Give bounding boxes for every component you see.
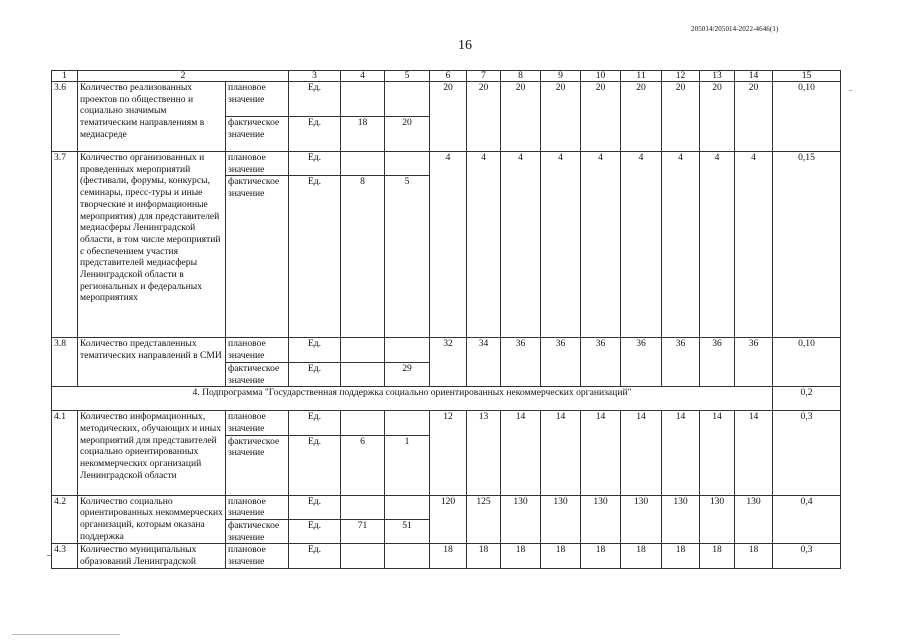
value-cell: 12 bbox=[430, 411, 467, 495]
value-cell: 36 bbox=[735, 338, 773, 387]
table-row bbox=[52, 82, 841, 117]
weight-cell: 0,10 bbox=[773, 338, 841, 387]
value-cell: 20 bbox=[430, 82, 467, 152]
col-header: 2 bbox=[78, 71, 289, 82]
table-cell bbox=[385, 495, 430, 519]
col-header: 12 bbox=[662, 71, 700, 82]
weight-cell: 0,15 bbox=[773, 152, 841, 338]
col-header: 1 bbox=[52, 71, 78, 82]
table-cell: 29 bbox=[385, 362, 430, 386]
value-cell: 18 bbox=[467, 544, 501, 568]
table-row bbox=[52, 411, 841, 435]
value-cell: 18 bbox=[430, 544, 467, 568]
table-cell: 5 bbox=[385, 176, 430, 338]
value-cell: 4 bbox=[581, 152, 621, 338]
value-type-label: фактическое значение bbox=[226, 362, 289, 386]
table-cell bbox=[341, 411, 385, 435]
table-cell: 71 bbox=[341, 520, 385, 544]
value-cell: 20 bbox=[621, 82, 662, 152]
value-type-label: плановое значение bbox=[226, 82, 289, 117]
value-cell: 14 bbox=[621, 411, 662, 495]
value-cell: 14 bbox=[541, 411, 581, 495]
value-cell: 130 bbox=[662, 495, 700, 544]
value-type-label: фактическое значение bbox=[226, 176, 289, 338]
table-cell: 51 bbox=[385, 520, 430, 544]
unit-cell: Ед. bbox=[289, 435, 341, 495]
indicator-name: Количество реализованных проектов по общественно и социально значимым тематическим направлениям в медиасреде bbox=[78, 82, 226, 152]
value-cell: 18 bbox=[541, 544, 581, 568]
value-cell: 18 bbox=[581, 544, 621, 568]
weight-cell: 0,2 bbox=[773, 387, 841, 411]
table-row bbox=[52, 152, 841, 176]
table-cell bbox=[341, 82, 385, 117]
unit-cell: Ед. bbox=[289, 362, 341, 386]
value-type-label: плановое значение bbox=[226, 338, 289, 362]
col-header: 14 bbox=[735, 71, 773, 82]
subprogram-title: 4. Подпрограмма "Государственная поддержка социально ориентированных некоммерческих организаций" bbox=[52, 387, 773, 411]
value-cell: 130 bbox=[581, 495, 621, 544]
value-cell: 14 bbox=[581, 411, 621, 495]
value-cell: 18 bbox=[501, 544, 541, 568]
unit-cell: Ед. bbox=[289, 520, 341, 544]
value-cell: 13 bbox=[467, 411, 501, 495]
margin-mark bbox=[849, 90, 852, 91]
value-cell: 18 bbox=[662, 544, 700, 568]
table-cell: 6 bbox=[341, 435, 385, 495]
col-header: 10 bbox=[581, 71, 621, 82]
unit-cell: Ед. bbox=[289, 117, 341, 152]
indicators-table bbox=[51, 70, 841, 569]
value-cell: 36 bbox=[662, 338, 700, 387]
value-cell: 32 bbox=[430, 338, 467, 387]
value-cell: 4 bbox=[662, 152, 700, 338]
page-number: 16 bbox=[458, 38, 472, 53]
value-type-label: плановое значение bbox=[226, 411, 289, 435]
value-cell: 14 bbox=[662, 411, 700, 495]
weight-cell: 0,4 bbox=[773, 495, 841, 544]
value-cell: 4 bbox=[501, 152, 541, 338]
table-cell bbox=[385, 411, 430, 435]
table-cell bbox=[385, 544, 430, 568]
unit-cell: Ед. bbox=[289, 411, 341, 435]
value-cell: 130 bbox=[735, 495, 773, 544]
value-cell: 20 bbox=[700, 82, 735, 152]
value-cell: 20 bbox=[735, 82, 773, 152]
indicator-name: Количество муниципальных образований Ленинградской bbox=[78, 544, 226, 568]
unit-cell: Ед. bbox=[289, 544, 341, 568]
col-header: 4 bbox=[341, 71, 385, 82]
value-cell: 14 bbox=[501, 411, 541, 495]
value-cell: 120 bbox=[430, 495, 467, 544]
margin-mark bbox=[47, 555, 51, 556]
value-cell: 36 bbox=[541, 338, 581, 387]
col-header: 6 bbox=[430, 71, 467, 82]
value-cell: 130 bbox=[501, 495, 541, 544]
value-type-label: фактическое значение bbox=[226, 520, 289, 544]
indicator-name: Количество информационных, методических, обучающих и иных мероприятий для представителей социально ориентированных некоммерческих организаций Ленинградской области bbox=[78, 411, 226, 495]
value-cell: 20 bbox=[467, 82, 501, 152]
value-cell: 14 bbox=[735, 411, 773, 495]
value-cell: 20 bbox=[581, 82, 621, 152]
col-header: 15 bbox=[773, 71, 841, 82]
value-cell: 4 bbox=[430, 152, 467, 338]
value-cell: 36 bbox=[581, 338, 621, 387]
indicator-name: Количество социально ориентированных некоммерческих организаций, которым оказана поддержка bbox=[78, 495, 226, 544]
value-type-label: плановое значение bbox=[226, 495, 289, 519]
value-cell: 130 bbox=[700, 495, 735, 544]
value-type-label: фактическое значение bbox=[226, 117, 289, 152]
document-id: 205014/205014-2022-4646(1) bbox=[691, 25, 779, 33]
table-cell: 1 bbox=[385, 435, 430, 495]
table-cell bbox=[385, 152, 430, 176]
col-header: 5 bbox=[385, 71, 430, 82]
value-cell: 4 bbox=[700, 152, 735, 338]
weight-cell: 0,3 bbox=[773, 544, 841, 568]
table-cell bbox=[341, 338, 385, 362]
header-row bbox=[52, 71, 841, 82]
value-cell: 20 bbox=[501, 82, 541, 152]
footer-line bbox=[12, 634, 120, 635]
col-header: 3 bbox=[289, 71, 341, 82]
value-cell: 36 bbox=[700, 338, 735, 387]
indicator-name: Количество организованных и проведенных мероприятий (фестивали, форумы, конкурсы, семинары, пресс-туры и иные творческие и информационные мероприятия) для представителей медиасферы Ленинградской области, в том числе мероприятий с обеспечением участия представителей медиасферы Ленинградской области в региональных и федеральных мероприятиях bbox=[78, 152, 226, 338]
col-header: 9 bbox=[541, 71, 581, 82]
col-header: 7 bbox=[467, 71, 501, 82]
weight-cell: 0,10 bbox=[773, 82, 841, 152]
table-cell bbox=[385, 82, 430, 117]
value-type-label: плановое значение bbox=[226, 152, 289, 176]
weight-cell: 0,3 bbox=[773, 411, 841, 495]
value-type-label: фактическое значение bbox=[226, 435, 289, 495]
value-cell: 4 bbox=[735, 152, 773, 338]
value-cell: 4 bbox=[621, 152, 662, 338]
table-cell: 20 bbox=[385, 117, 430, 152]
table-row bbox=[52, 338, 841, 362]
value-cell: 36 bbox=[501, 338, 541, 387]
value-cell: 34 bbox=[467, 338, 501, 387]
value-cell: 130 bbox=[621, 495, 662, 544]
unit-cell: Ед. bbox=[289, 82, 341, 117]
unit-cell: Ед. bbox=[289, 152, 341, 176]
row-number: 4.3 bbox=[52, 544, 78, 568]
value-cell: 20 bbox=[541, 82, 581, 152]
value-cell: 14 bbox=[700, 411, 735, 495]
col-header: 8 bbox=[501, 71, 541, 82]
subprogram-row bbox=[52, 387, 841, 411]
table-row bbox=[52, 495, 841, 519]
table-cell bbox=[341, 495, 385, 519]
table-row bbox=[52, 544, 841, 568]
value-cell: 36 bbox=[621, 338, 662, 387]
row-number: 3.7 bbox=[52, 152, 78, 338]
row-number: 3.6 bbox=[52, 82, 78, 152]
value-type-label: плановое значение bbox=[226, 544, 289, 568]
value-cell: 130 bbox=[541, 495, 581, 544]
table-cell bbox=[341, 152, 385, 176]
unit-cell: Ед. bbox=[289, 495, 341, 519]
col-header: 11 bbox=[621, 71, 662, 82]
col-header: 13 bbox=[700, 71, 735, 82]
table-cell bbox=[341, 362, 385, 386]
table-cell bbox=[385, 338, 430, 362]
table-cell: 8 bbox=[341, 176, 385, 338]
value-cell: 4 bbox=[541, 152, 581, 338]
row-number: 4.1 bbox=[52, 411, 78, 495]
unit-cell: Ед. bbox=[289, 176, 341, 338]
row-number: 3.8 bbox=[52, 338, 78, 387]
indicator-name: Количество представленных тематических направлений в СМИ bbox=[78, 338, 226, 387]
value-cell: 18 bbox=[621, 544, 662, 568]
value-cell: 20 bbox=[662, 82, 700, 152]
row-number: 4.2 bbox=[52, 495, 78, 544]
table-cell bbox=[341, 544, 385, 568]
table-cell: 18 bbox=[341, 117, 385, 152]
value-cell: 18 bbox=[735, 544, 773, 568]
unit-cell: Ед. bbox=[289, 338, 341, 362]
value-cell: 125 bbox=[467, 495, 501, 544]
value-cell: 4 bbox=[467, 152, 501, 338]
value-cell: 18 bbox=[700, 544, 735, 568]
